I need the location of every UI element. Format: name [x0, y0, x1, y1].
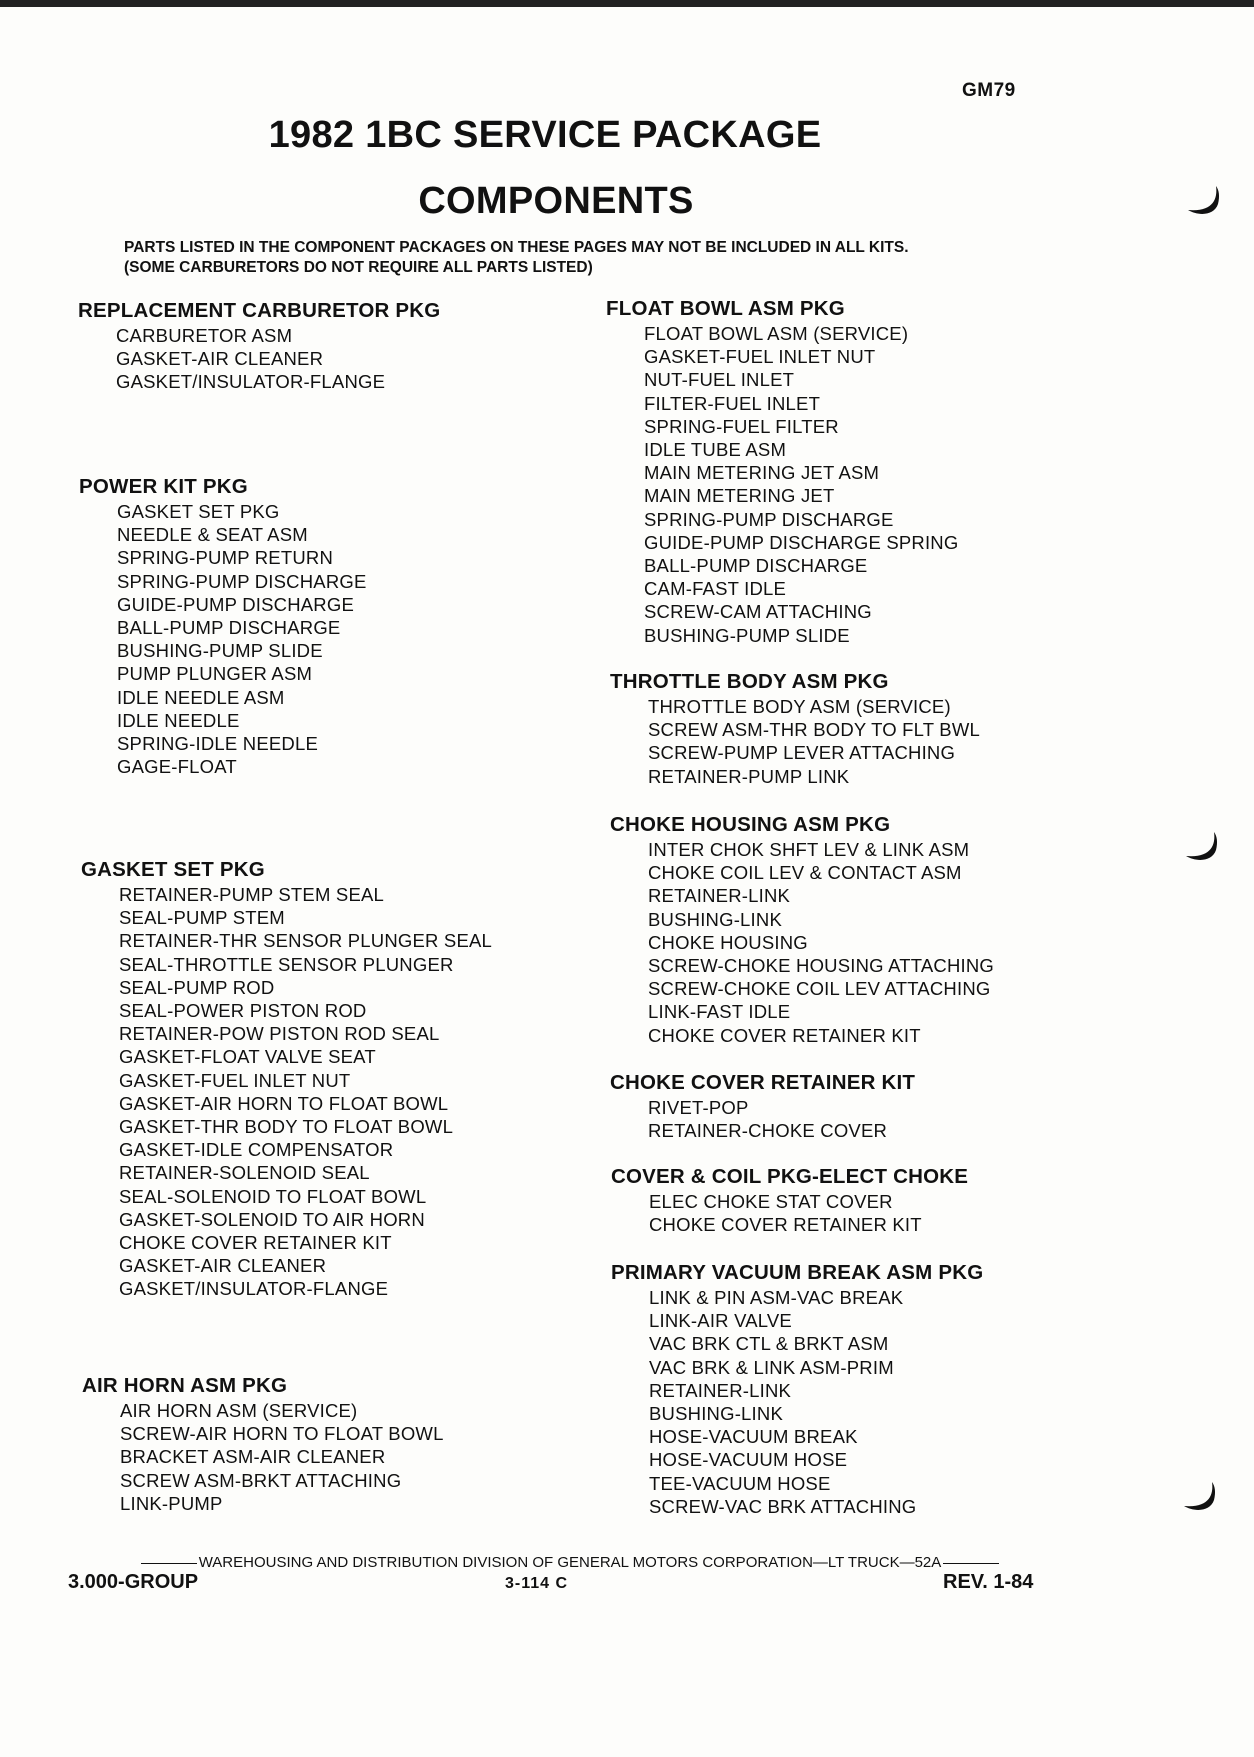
- list-item: SCREW-PUMP LEVER ATTACHING: [648, 742, 956, 764]
- list-item: RETAINER-PUMP LINK: [648, 765, 850, 787]
- list-item: RETAINER-THR SENSOR PLUNGER SEAL: [119, 930, 493, 952]
- punch-hole-icon: [1178, 1478, 1218, 1518]
- list-item: PUMP PLUNGER ASM: [117, 663, 313, 685]
- list-item: MAIN METERING JET ASM: [644, 462, 880, 484]
- footer-division-line: [100, 1554, 1040, 1571]
- list-item: CHOKE HOUSING: [648, 931, 808, 953]
- list-item: GUIDE-PUMP DISCHARGE SPRING: [644, 531, 959, 553]
- list-item: SCREW-CHOKE HOUSING ATTACHING: [648, 955, 995, 977]
- section-cover-coil-pkg: [611, 1164, 968, 1236]
- list-item: IDLE TUBE ASM: [644, 439, 787, 461]
- list-item: LINK-FAST IDLE: [648, 1001, 791, 1023]
- top-edge-band: [0, 0, 1254, 7]
- list-item: TEE-VACUUM HOSE: [649, 1472, 831, 1494]
- list-item: BALL-PUMP DISCHARGE: [644, 555, 868, 577]
- list-item: SPRING-PUMP RETURN: [117, 547, 334, 569]
- section-title: FLOAT BOWL ASM PKG: [606, 297, 845, 320]
- parts-list: [82, 1399, 444, 1515]
- section-primary-vacuum-break-asm-pkg: [611, 1260, 983, 1518]
- section-title: THROTTLE BODY ASM PKG: [610, 670, 889, 693]
- parts-list: [606, 322, 958, 647]
- section-title: CHOKE COVER RETAINER KIT: [610, 1071, 916, 1094]
- list-item: CHOKE COVER RETAINER KIT: [119, 1232, 392, 1254]
- list-item: VAC BRK CTL & BRKT ASM: [649, 1333, 889, 1355]
- list-item: BRACKET ASM-AIR CLEANER: [120, 1446, 386, 1468]
- footer-page-number: 3-114 C: [505, 1575, 569, 1592]
- list-item: SCREW-CAM ATTACHING: [644, 601, 872, 623]
- list-item: BUSHING-PUMP SLIDE: [644, 624, 850, 646]
- section-title: PRIMARY VACUUM BREAK ASM PKG: [611, 1261, 984, 1284]
- list-item: LINK-AIR VALVE: [649, 1310, 792, 1332]
- section-choke-housing-asm-pkg: [610, 812, 994, 1047]
- document-code: GM79: [962, 80, 1016, 101]
- list-item: BUSHING-LINK: [648, 908, 782, 930]
- footer-division-text: WAREHOUSING AND DISTRIBUTION DIVISION OF GENERAL MOTORS CORPORATION—LT TRUCK—52A: [198, 1554, 942, 1571]
- list-item: GUIDE-PUMP DISCHARGE: [117, 593, 354, 615]
- list-item: GASKET-IDLE COMPENSATOR: [119, 1139, 394, 1161]
- parts-list: [78, 324, 440, 394]
- list-item: SCREW ASM-THR BODY TO FLT BWL: [648, 719, 980, 741]
- list-item: SPRING-PUMP DISCHARGE: [644, 508, 894, 530]
- list-item: GASKET-SOLENOID TO AIR HORN: [119, 1208, 425, 1230]
- parts-list: [610, 838, 994, 1047]
- list-item: BUSHING-PUMP SLIDE: [117, 640, 323, 662]
- section-air-horn-asm-pkg: [82, 1373, 444, 1515]
- punch-hole-icon: [1182, 182, 1222, 222]
- page-title-line1: 1982 1BC SERVICE PACKAGE: [268, 114, 822, 156]
- list-item: SCREW-AIR HORN TO FLOAT BOWL: [120, 1423, 444, 1445]
- list-item: IDLE NEEDLE ASM: [117, 686, 285, 708]
- list-item: GASKET/INSULATOR-FLANGE: [116, 371, 386, 393]
- footer-rule-left: [141, 1563, 197, 1564]
- list-item: ELEC CHOKE STAT COVER: [649, 1191, 893, 1212]
- list-item: RIVET-POP: [648, 1097, 749, 1118]
- section-throttle-body-asm-pkg: [610, 669, 980, 788]
- list-item: SPRING-IDLE NEEDLE: [117, 733, 318, 755]
- list-item: SCREW-VAC BRK ATTACHING: [649, 1495, 917, 1517]
- parts-list: [81, 883, 492, 1301]
- list-item: RETAINER-SOLENOID SEAL: [119, 1162, 370, 1184]
- list-item: RETAINER-CHOKE COVER: [648, 1120, 888, 1142]
- list-item: SCREW-CHOKE COIL LEV ATTACHING: [648, 978, 991, 1000]
- list-item: GAGE-FLOAT: [117, 756, 237, 778]
- list-item: GASKET-THR BODY TO FLOAT BOWL: [119, 1116, 454, 1138]
- list-item: CARBURETOR ASM: [116, 325, 293, 346]
- list-item: GASKET-AIR HORN TO FLOAT BOWL: [119, 1092, 449, 1114]
- section-choke-cover-retainer-kit: [610, 1070, 915, 1142]
- list-item: SEAL-SOLENOID TO FLOAT BOWL: [119, 1185, 427, 1207]
- section-replacement-carburetor-pkg: [78, 298, 440, 394]
- list-item: BUSHING-LINK: [649, 1403, 783, 1425]
- list-item: LINK & PIN ASM-VAC BREAK: [649, 1287, 904, 1308]
- list-item: CHOKE COIL LEV & CONTACT ASM: [648, 862, 962, 884]
- parts-list: [611, 1286, 983, 1518]
- list-item: CAM-FAST IDLE: [644, 578, 787, 600]
- list-item: GASKET-FUEL INLET NUT: [119, 1069, 351, 1091]
- list-item: RETAINER-LINK: [649, 1379, 792, 1401]
- list-item: LINK-PUMP: [120, 1492, 223, 1514]
- list-item: RETAINER-POW PISTON ROD SEAL: [119, 1023, 440, 1045]
- list-item: GASKET-FUEL INLET NUT: [644, 346, 876, 368]
- list-item: VAC BRK & LINK ASM-PRIM: [649, 1356, 894, 1378]
- section-title: COVER & COIL PKG-ELECT CHOKE: [611, 1165, 969, 1188]
- list-item: SEAL-PUMP STEM: [119, 907, 285, 929]
- list-item: GASKET SET PKG: [117, 501, 280, 522]
- list-item: SPRING-FUEL FILTER: [644, 415, 839, 437]
- page-title-line2: COMPONENTS: [418, 180, 694, 222]
- list-item: FILTER-FUEL INLET: [644, 392, 821, 414]
- section-gasket-set-pkg: [81, 857, 492, 1301]
- list-item: CHOKE COVER RETAINER KIT: [649, 1214, 922, 1236]
- list-item: GASKET-FLOAT VALVE SEAT: [119, 1046, 376, 1068]
- list-item: SCREW ASM-BRKT ATTACHING: [120, 1469, 402, 1491]
- list-item: GASKET/INSULATOR-FLANGE: [119, 1278, 389, 1300]
- parts-list: [611, 1190, 968, 1236]
- list-item: AIR HORN ASM (SERVICE): [120, 1400, 358, 1421]
- list-item: FLOAT BOWL ASM (SERVICE): [644, 323, 909, 344]
- footer-rule-right: [943, 1563, 999, 1564]
- list-item: HOSE-VACUUM HOSE: [649, 1449, 848, 1471]
- section-title: POWER KIT PKG: [79, 475, 248, 498]
- list-item: RETAINER-LINK: [648, 885, 791, 907]
- list-item: NEEDLE & SEAT ASM: [117, 524, 308, 546]
- list-item: SEAL-PUMP ROD: [119, 976, 275, 998]
- list-item: CHOKE COVER RETAINER KIT: [648, 1024, 921, 1046]
- list-item: GASKET-AIR CLEANER: [116, 348, 324, 370]
- footer-group: 3.000-GROUP: [68, 1571, 199, 1593]
- list-item: MAIN METERING JET: [644, 485, 835, 507]
- list-item: SEAL-POWER PISTON ROD: [119, 1000, 367, 1022]
- list-item: THROTTLE BODY ASM (SERVICE): [648, 696, 951, 717]
- list-item: BALL-PUMP DISCHARGE: [117, 617, 341, 639]
- punch-hole-icon: [1180, 828, 1220, 868]
- list-item: HOSE-VACUUM BREAK: [649, 1426, 858, 1448]
- list-item: NUT-FUEL INLET: [644, 369, 795, 391]
- list-item: SPRING-PUMP DISCHARGE: [117, 570, 367, 592]
- section-float-bowl-asm-pkg: [606, 296, 958, 647]
- parts-note: [124, 238, 909, 278]
- list-item: INTER CHOK SHFT LEV & LINK ASM: [648, 839, 970, 860]
- list-item: SEAL-THROTTLE SENSOR PLUNGER: [119, 953, 454, 975]
- parts-list: [610, 695, 980, 788]
- section-power-kit-pkg: [79, 474, 367, 778]
- parts-note-line2: (SOME CARBURETORS DO NOT REQUIRE ALL PARTS LISTED): [124, 259, 593, 276]
- parts-list: [79, 500, 367, 778]
- parts-list: [610, 1096, 915, 1142]
- section-title: CHOKE HOUSING ASM PKG: [610, 813, 891, 836]
- parts-note-line1: PARTS LISTED IN THE COMPONENT PACKAGES ON THESE PAGES MAY NOT BE INCLUDED IN ALL KITS.: [124, 239, 909, 256]
- section-title: REPLACEMENT CARBURETOR PKG: [78, 299, 441, 322]
- section-title: AIR HORN ASM PKG: [82, 1374, 288, 1397]
- list-item: IDLE NEEDLE: [117, 709, 240, 731]
- list-item: RETAINER-PUMP STEM SEAL: [119, 884, 385, 905]
- footer-revision: REV. 1-84: [943, 1571, 1034, 1593]
- section-title: GASKET SET PKG: [81, 858, 265, 881]
- list-item: GASKET-AIR CLEANER: [119, 1255, 327, 1277]
